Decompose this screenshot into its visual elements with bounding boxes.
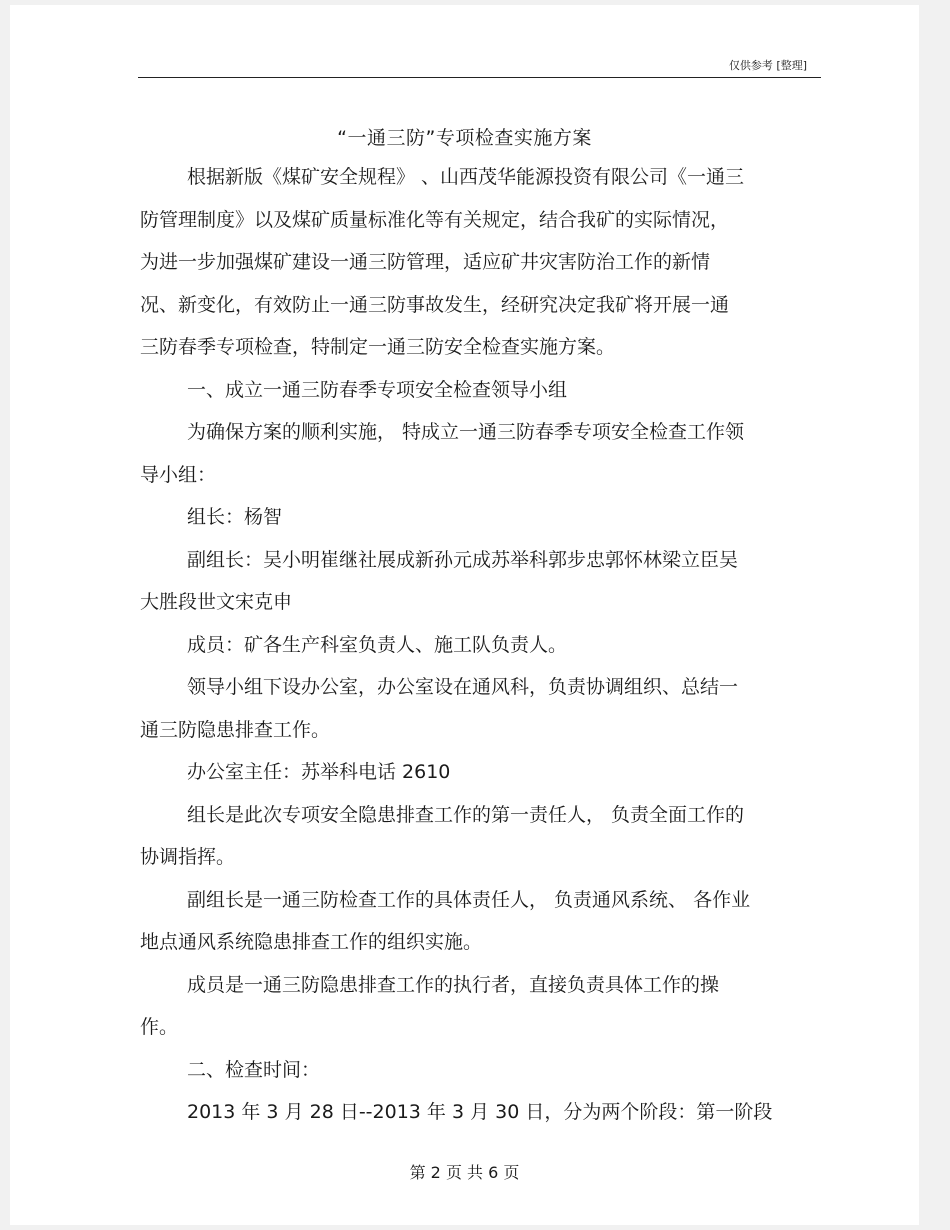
paragraph-line: 副组长是一通三防检查工作的具体责任人， 负责通风系统、 各作业 [187,889,751,911]
paragraph-line: 为确保方案的顺利实施， 特成立一通三防春季专项安全检查工作领 [187,421,745,443]
section-heading: 一、成立一通三防春季专项安全检查领导小组 [187,379,568,401]
document-page [10,5,919,1225]
paragraph-line: 副组长：吴小明崔继社展成新孙元成苏举科郭步忠郭怀林梁立臣吴 [187,549,739,571]
paragraph-line: 组长：杨智 [187,506,283,528]
paragraph-line: 为进一步加强煤矿建设一通三防管理，适应矿井灾害防治工作的新情 [140,251,711,273]
paragraph-line: 大胜段世文宋克申 [140,591,293,613]
paragraph-line: 地点通风系统隐患排查工作的组织实施。 [140,931,483,953]
document-title: “一通三防”专项检查实施方案 [337,127,592,149]
paragraph-line: 成员是一通三防隐患排查工作的执行者，直接负责具体工作的操 [187,974,720,996]
paragraph-line: 作。 [140,1016,179,1038]
paragraph-line: 成员：矿各生产科室负责人、施工队负责人。 [187,634,568,656]
paragraph-line: 导小组： [140,464,217,486]
paragraph-line: 防管理制度》以及煤矿质量标准化等有关规定，结合我矿的实际情况， [140,209,730,231]
section-heading: 二、检查时间： [187,1059,321,1081]
paragraph-line: 组长是此次专项安全隐患排查工作的第一责任人， 负责全面工作的 [187,804,745,826]
paragraph-line: 通三防隐患排查工作。 [140,719,331,741]
header-note: 仅供参考 [整理] [728,59,807,72]
paragraph-line: 协调指挥。 [140,846,236,868]
header-divider [138,77,821,78]
paragraph-line: 办公室主任：苏举科电话 2610 [187,761,451,783]
paragraph-line: 三防春季专项检查，特制定一通三防安全检查实施方案。 [140,336,616,358]
page-number: 第 2 页 共 6 页 [409,1163,520,1182]
paragraph-line: 况、新变化，有效防止一通三防事故发生，经研究决定我矿将开展一通 [140,294,730,316]
paragraph-line: 根据新版《煤矿安全规程》 、山西茂华能源投资有限公司《一通三 [187,166,745,188]
paragraph-line: 2013 年 3 月 28 日--2013 年 3 月 30 日，分为两个阶段：第一阶段 [187,1101,773,1123]
paragraph-line: 领导小组下设办公室，办公室设在通风科，负责协调组织、总结一 [187,676,739,698]
